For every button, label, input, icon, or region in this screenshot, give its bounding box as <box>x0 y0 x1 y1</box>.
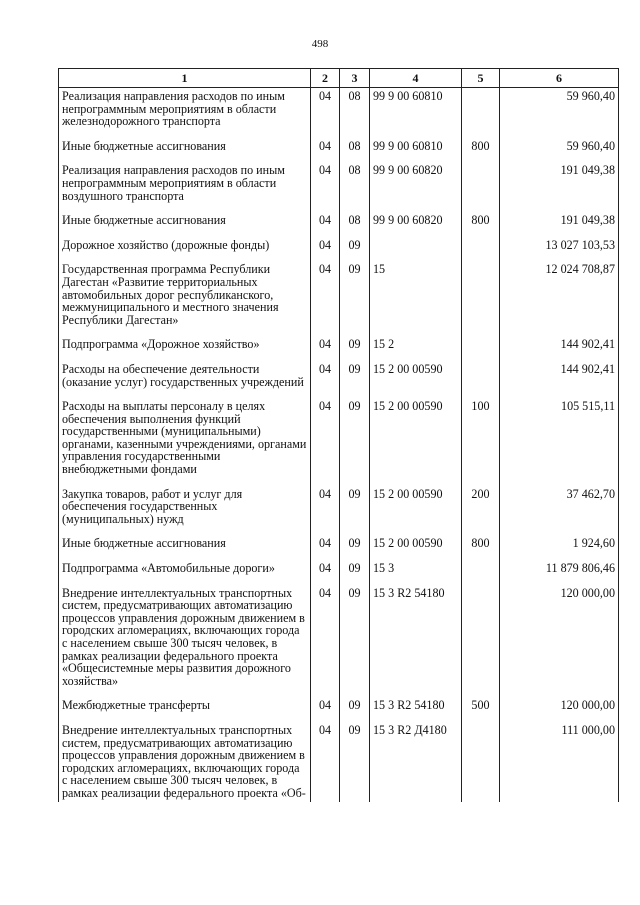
row-target-article: 15 3 R2 Д4180 <box>370 722 462 802</box>
row-name: Подпрограмма «Дорожное хозяйство» <box>59 336 311 361</box>
table-row <box>59 212 619 237</box>
row-name: Подпрограмма «Автомобильные дороги» <box>59 560 311 585</box>
row-section: 04 <box>311 722 340 802</box>
row-name: Расходы на обеспечение деятельности (оказание услуг) государственных учреждений <box>59 361 311 398</box>
row-subsection: 09 <box>340 361 370 398</box>
row-section: 04 <box>311 585 340 698</box>
row-amount: 12 024 708,87 <box>500 261 619 336</box>
row-expense-type <box>462 560 500 585</box>
row-target-article: 15 2 00 00590 <box>370 535 462 560</box>
col-header-3: 3 <box>340 69 370 88</box>
row-section: 04 <box>311 261 340 336</box>
row-name: Иные бюджетные ассигнования <box>59 138 311 163</box>
col-header-1: 1 <box>59 69 311 88</box>
row-section: 04 <box>311 486 340 536</box>
row-amount: 37 462,70 <box>500 486 619 536</box>
row-amount: 105 515,11 <box>500 398 619 486</box>
row-target-article: 15 3 <box>370 560 462 585</box>
row-amount: 191 049,38 <box>500 162 619 212</box>
row-section: 04 <box>311 88 340 138</box>
table-row <box>59 88 619 138</box>
row-target-article: 99 9 00 60810 <box>370 138 462 163</box>
row-amount: 144 902,41 <box>500 361 619 398</box>
row-amount: 11 879 806,46 <box>500 560 619 585</box>
row-name: Внедрение интеллектуальных транспортных систем, предусматривающих автоматизацию процессов управления дорожным движением в городских агломерациях, включающих города с населением свыше 300 тысяч человек, в рамках реализации федерального проекта «Общесистемные меры развития дорожного хозяйства» <box>59 585 311 698</box>
row-amount: 120 000,00 <box>500 697 619 722</box>
col-header-4: 4 <box>370 69 462 88</box>
row-target-article: 15 3 R2 54180 <box>370 697 462 722</box>
row-subsection: 09 <box>340 535 370 560</box>
row-amount: 144 902,41 <box>500 336 619 361</box>
row-amount: 120 000,00 <box>500 585 619 698</box>
row-target-article: 15 2 <box>370 336 462 361</box>
row-subsection: 09 <box>340 722 370 802</box>
row-name: Иные бюджетные ассигнования <box>59 535 311 560</box>
row-subsection: 09 <box>340 336 370 361</box>
row-section: 04 <box>311 138 340 163</box>
row-name: Государственная программа Республики Дагестан «Развитие территориальных автомобильных дорог республиканского, межмуниципального и местного значения Республики Дагестан» <box>59 261 311 336</box>
row-expense-type <box>462 237 500 262</box>
row-section: 04 <box>311 361 340 398</box>
row-subsection: 08 <box>340 88 370 138</box>
budget-table <box>58 68 619 802</box>
row-target-article: 15 2 00 00590 <box>370 361 462 398</box>
row-amount: 191 049,38 <box>500 212 619 237</box>
table-row <box>59 722 619 802</box>
row-target-article: 15 2 00 00590 <box>370 486 462 536</box>
row-target-article: 15 <box>370 261 462 336</box>
row-expense-type: 800 <box>462 535 500 560</box>
row-target-article <box>370 237 462 262</box>
row-name: Иные бюджетные ассигнования <box>59 212 311 237</box>
table-header-row <box>59 69 619 88</box>
row-section: 04 <box>311 535 340 560</box>
row-subsection: 09 <box>340 237 370 262</box>
table-row <box>59 560 619 585</box>
row-amount: 59 960,40 <box>500 138 619 163</box>
row-expense-type: 500 <box>462 697 500 722</box>
row-name: Реализация направления расходов по иным непрограммным мероприятиям в области железнодорожного транспорта <box>59 88 311 138</box>
col-header-5: 5 <box>462 69 500 88</box>
row-target-article: 99 9 00 60810 <box>370 88 462 138</box>
table-row <box>59 138 619 163</box>
row-amount: 111 000,00 <box>500 722 619 802</box>
table-row <box>59 261 619 336</box>
row-subsection: 08 <box>340 138 370 163</box>
table-row <box>59 162 619 212</box>
table-row <box>59 237 619 262</box>
row-expense-type <box>462 585 500 698</box>
row-section: 04 <box>311 560 340 585</box>
row-expense-type <box>462 261 500 336</box>
row-section: 04 <box>311 162 340 212</box>
table-body <box>59 88 619 802</box>
row-expense-type <box>462 361 500 398</box>
row-target-article: 15 2 00 00590 <box>370 398 462 486</box>
row-expense-type <box>462 162 500 212</box>
table-row <box>59 398 619 486</box>
row-section: 04 <box>311 398 340 486</box>
row-expense-type: 200 <box>462 486 500 536</box>
row-subsection: 09 <box>340 261 370 336</box>
table-row <box>59 486 619 536</box>
row-amount: 13 027 103,53 <box>500 237 619 262</box>
row-subsection: 09 <box>340 697 370 722</box>
table-row <box>59 697 619 722</box>
row-section: 04 <box>311 212 340 237</box>
row-expense-type: 800 <box>462 212 500 237</box>
row-name: Закупка товаров, работ и услуг для обеспечения государственных (муниципальных) нужд <box>59 486 311 536</box>
row-target-article: 99 9 00 60820 <box>370 162 462 212</box>
table-row <box>59 361 619 398</box>
row-expense-type: 800 <box>462 138 500 163</box>
row-amount: 59 960,40 <box>500 88 619 138</box>
col-header-6: 6 <box>500 69 619 88</box>
row-name: Расходы на выплаты персоналу в целях обеспечения выполнения функций государственными (муниципальными) органами, казенными учреждениями, органами управления государственными внебюджетными фондами <box>59 398 311 486</box>
row-subsection: 09 <box>340 398 370 486</box>
row-name: Реализация направления расходов по иным непрограммным мероприятиям в области воздушного транспорта <box>59 162 311 212</box>
page-number: 498 <box>311 38 329 50</box>
row-section: 04 <box>311 336 340 361</box>
table-row <box>59 535 619 560</box>
row-subsection: 09 <box>340 560 370 585</box>
row-section: 04 <box>311 697 340 722</box>
row-expense-type <box>462 88 500 138</box>
row-amount: 1 924,60 <box>500 535 619 560</box>
row-target-article: 99 9 00 60820 <box>370 212 462 237</box>
col-header-2: 2 <box>311 69 340 88</box>
row-target-article: 15 3 R2 54180 <box>370 585 462 698</box>
row-name: Внедрение интеллектуальных транспортных систем, предусматривающих автоматизацию процессов управления дорожным движением в городских агломерациях, включающих города с населением свыше 300 тысяч человек, в рамках реализации федерального проекта «Об- <box>59 722 311 802</box>
row-expense-type <box>462 722 500 802</box>
row-section: 04 <box>311 237 340 262</box>
table-row <box>59 336 619 361</box>
row-subsection: 09 <box>340 486 370 536</box>
row-subsection: 08 <box>340 212 370 237</box>
row-expense-type: 100 <box>462 398 500 486</box>
row-subsection: 09 <box>340 585 370 698</box>
row-subsection: 08 <box>340 162 370 212</box>
row-name: Межбюджетные трансферты <box>59 697 311 722</box>
row-expense-type <box>462 336 500 361</box>
table-row <box>59 585 619 698</box>
row-name: Дорожное хозяйство (дорожные фонды) <box>59 237 311 262</box>
